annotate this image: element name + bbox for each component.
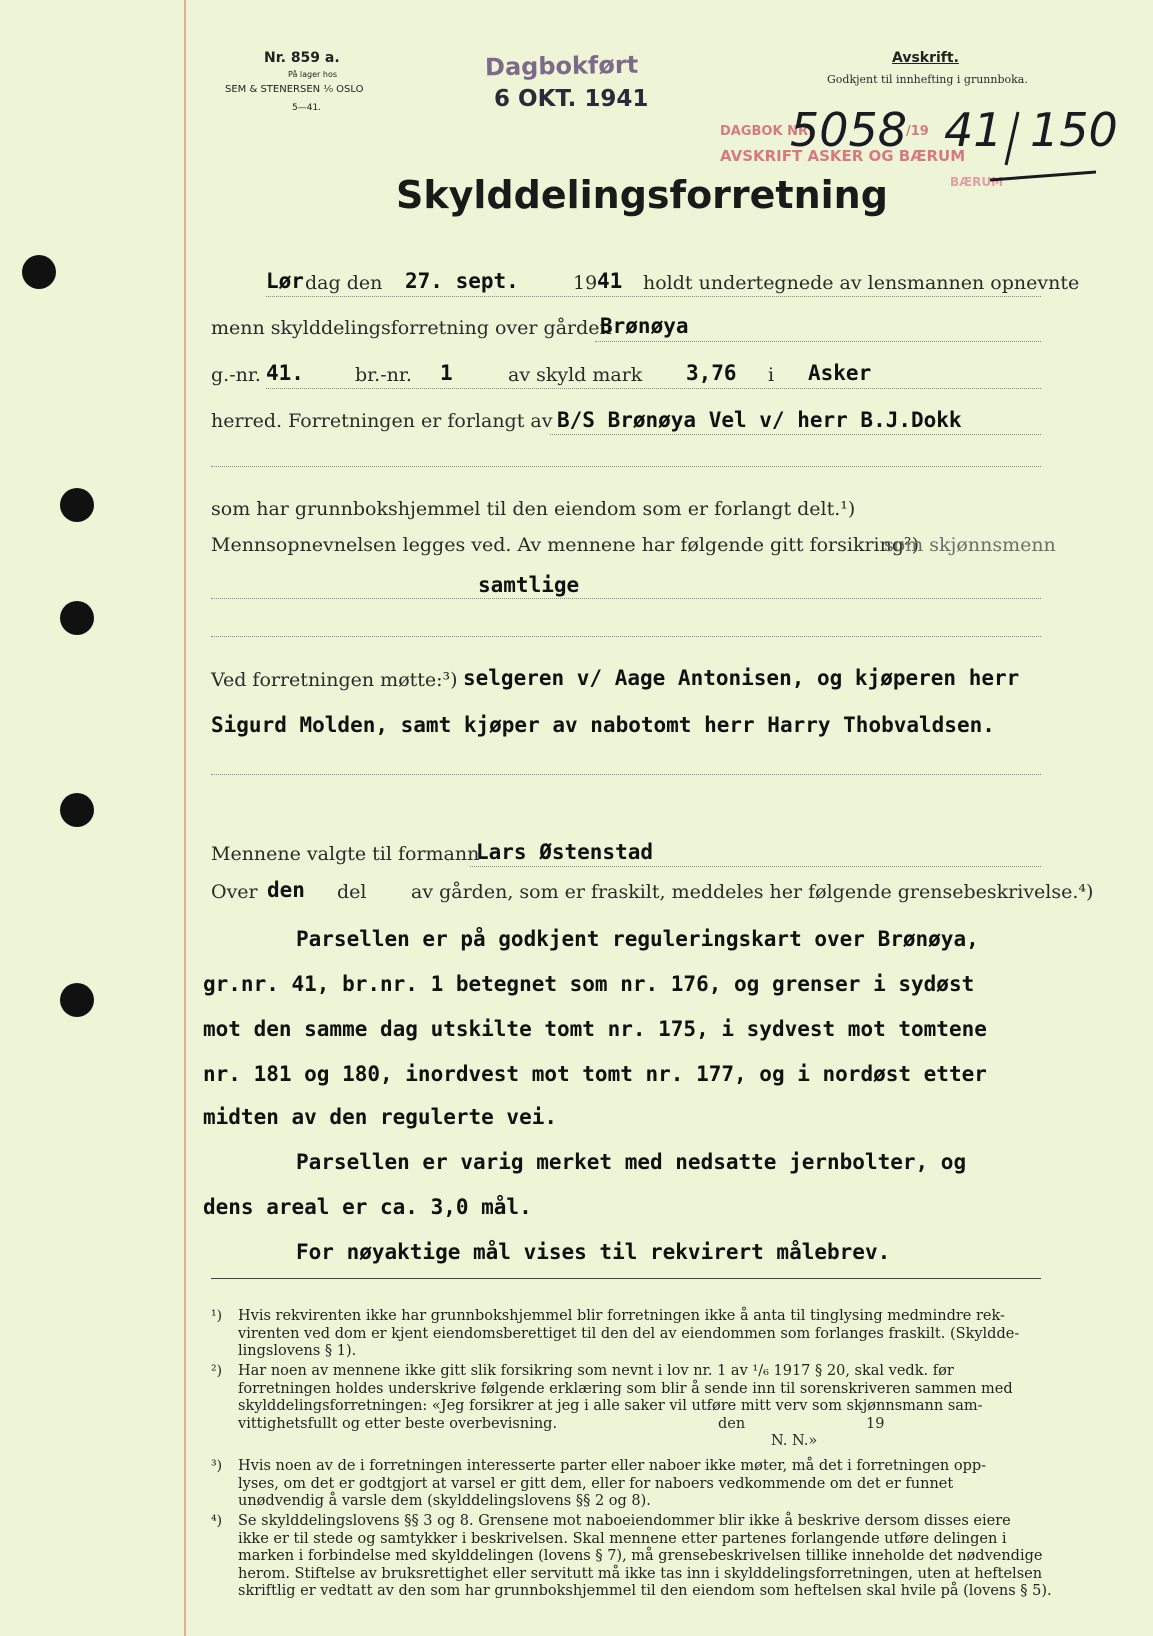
footnote-1 [238, 1308, 1038, 1361]
footnote-mark: ²) [211, 1363, 223, 1379]
i-text: i [768, 364, 775, 386]
dagbokfort-stamp: Dagbokført [484, 50, 639, 82]
fill-line [266, 388, 1041, 389]
description-line: nr. 181 og 180, inordvest mot tomt nr. 177, og i nordøst etter [203, 1062, 987, 1086]
footnote-4 [238, 1513, 1052, 1601]
dagbok-nr-stamp: DAGBOK NR. [720, 124, 814, 139]
footnote-mark: ⁴) [211, 1513, 223, 1529]
fill-line [266, 296, 1041, 297]
skyld-value: 3,76 [686, 361, 737, 385]
description-line: dens areal er ca. 3,0 mål. [203, 1195, 532, 1219]
punch-hole [22, 255, 56, 289]
footnote-line: marken i forbindelse med skylddelingen (lovens § 7), må grensebeskrivelsen tillike inneholde det nødvendige [238, 1548, 1043, 1564]
over-rest: av gården, som er fraskilt, meddeles her følgende grensebeskrivelse.⁴) [411, 881, 1094, 903]
municipality: Asker [808, 361, 872, 385]
footnote-line: Se skylddelingslovens §§ 3 og 8. Grensene mot naboeiendommer blir ikke å beskrive dersom disses eiere [238, 1513, 1011, 1529]
footnote-line: lyses, om det er godtgjort at varsel er gitt dem, eller for naboers vedkommende om det er funnet [238, 1475, 954, 1492]
punch-hole [60, 601, 94, 635]
mote-line-1: selgeren v/ Aage Antonisen, og kjøperen herr [463, 666, 1020, 690]
over-del: del [337, 881, 367, 903]
date-value: 27. sept. [405, 269, 519, 293]
fill-line [595, 341, 1041, 342]
description-line: mot den samme dag utskilte tomt nr. 175, i sydvest mot tomtene [203, 1017, 987, 1041]
grunnbok-text: som har grunnbokshjemmel til den eiendom som er forlangt delt.¹) [211, 498, 856, 520]
footnote-line: skriftlig er vedtatt av den som har grunnbokshjemmel til den eiendom som heftelsen skal hvile på (lovens § 5). [238, 1583, 1052, 1599]
document-title: Skylddelingsforretning [396, 173, 888, 217]
mote-line-2: Sigurd Molden, samt kjøper av nabotomt herr Harry Thobvaldsen. [211, 713, 995, 737]
over-den: den [267, 878, 305, 902]
footnote-line: skylddelingsforretningen: «Jeg forsikrer at jeg i alle saker vil utføre mitt verv som skjønnsmann sam- [238, 1398, 983, 1414]
punch-hole [60, 983, 94, 1017]
brnr-value: 1 [440, 361, 453, 385]
mote-label: Ved forretningen møtte:³) [211, 669, 458, 691]
publisher-line: På lager hos [288, 70, 337, 79]
footnote-line: vittighetsfullt og etter beste overbevisning. [238, 1415, 558, 1432]
over-text: Over [211, 881, 258, 903]
holdt-text: holdt undertegnede av lensmannen opnevnte [643, 272, 1080, 294]
footnote-line: Hvis rekvirenten ikke har grunnbokshjemmel blir forretningen ikke å anta til tinglysing medmindre rek- [238, 1308, 1005, 1324]
publisher-name: SEM & STENERSEN ⅟₀ OSLO [225, 84, 364, 95]
fill-line [211, 636, 1041, 637]
year-prefix: 19 [573, 272, 598, 294]
description-line: midten av den regulerte vei. [203, 1105, 558, 1129]
description-line: Parsellen er varig merket med nedsatte jernbolter, og [296, 1150, 967, 1174]
farm-name: Brønøya [600, 314, 689, 338]
dag-den-label: dag den [305, 272, 383, 294]
herred-text: herred. Forretningen er forlangt av [211, 410, 553, 432]
fill-line [211, 466, 1041, 467]
gnr-value: 41. [266, 361, 304, 385]
footnote-3 [238, 1458, 1038, 1511]
menns-text: Mennsopnevnelsen legges ved. Av mennene har følgende gitt forsikring²) [211, 534, 920, 556]
form-number: Nr. 859 a. [264, 50, 340, 66]
dagbokfort-date: 6 OKT. 1941 [494, 86, 649, 112]
som-skjonnsmenn-text: som skjønnsmenn [884, 534, 1056, 556]
copy-note: Godkjent til innhefting i grunnboka. [827, 73, 1028, 86]
copy-title: Avskrift. [892, 50, 959, 66]
handwritten-year: 41 [944, 103, 1003, 157]
punch-hole [60, 488, 94, 522]
footnote-line: Hvis noen av de i forretningen interesserte parter eller naboer ikke møter, må det i forretningen opp- [238, 1458, 987, 1474]
fill-line [211, 598, 1041, 599]
footnote-line: virenten ved dom er kjent eiendomsberettiget til den del av eiendommen som forlanges fraskilt. (Skyldde- [238, 1325, 1020, 1342]
description-line: gr.nr. 41, br.nr. 1 betegnet som nr. 176, og grenser i sydøst [203, 972, 975, 996]
menn-text: menn skylddelingsforretning over gården [211, 317, 612, 339]
footnote-mark: ³) [211, 1458, 223, 1474]
footnote-den: den [718, 1416, 746, 1432]
footnote-line: ikke er til stede og samtykker i beskrivelsen. Skal mennene etter partenes forlangende utføre delingen i [238, 1530, 1007, 1547]
fill-line [550, 434, 1041, 435]
description-line: For nøyaktige mål vises til rekvirert målebrev. [296, 1240, 891, 1264]
formann-name: Lars Østenstad [476, 840, 654, 864]
footnote-mark: ¹) [211, 1308, 223, 1324]
footnote-year: 19 [866, 1416, 885, 1432]
punch-hole [60, 793, 94, 827]
handwritten-strokes [0, 0, 1153, 260]
office-stamp: AVSKRIFT ASKER OG BÆRUM [720, 147, 966, 165]
footnote-line: unødvendig å varsle dem (skylddelingslovens §§ 2 og 8). [238, 1493, 651, 1509]
footnote-nn: N. N.» [771, 1433, 818, 1449]
footnote-line: forretningen holdes underskrive følgende erklæring som blir å sende inn til sorenskriveren sammen med [238, 1380, 1013, 1397]
brnr-label: br.-nr. [355, 364, 412, 386]
footnote-rule [211, 1278, 1041, 1279]
footnote-line: Har noen av mennene ikke gitt slik forsikring som nevnt i lov nr. 1 av ¹/₆ 1917 § 20, skal vedk. før [238, 1363, 954, 1379]
form-date: 5—41. [292, 103, 322, 113]
footnote-line: herom. Stiftelse av bruksrettighet eller servitutt må ikke tas inn i skylddelingsforretningen, uten at heftelsen [238, 1565, 1043, 1582]
handwritten-page: 150 [1030, 103, 1118, 157]
gnr-label: g.-nr. [211, 364, 261, 386]
samtlige-value: samtlige [478, 573, 580, 597]
footnote-2 [238, 1363, 1038, 1433]
weekday: Lør [266, 269, 304, 293]
skyld-text: av skyld mark [508, 364, 643, 386]
baerum-stamp: BÆRUM [950, 175, 1004, 189]
description-line: Parsellen er på godkjent reguleringskart over Brønøya, [296, 927, 979, 951]
footnote-line: lingslovens § 1). [238, 1343, 357, 1359]
fill-line [211, 774, 1041, 775]
requester: B/S Brønøya Vel v/ herr B.J.Dokk [557, 408, 962, 432]
handwritten-number: 5058 [790, 103, 908, 157]
formann-label: Mennene valgte til formann [211, 843, 480, 865]
fill-line [470, 866, 1041, 867]
year-value: 41 [597, 269, 623, 293]
dagbok-nr-suffix: /19 [906, 124, 929, 139]
